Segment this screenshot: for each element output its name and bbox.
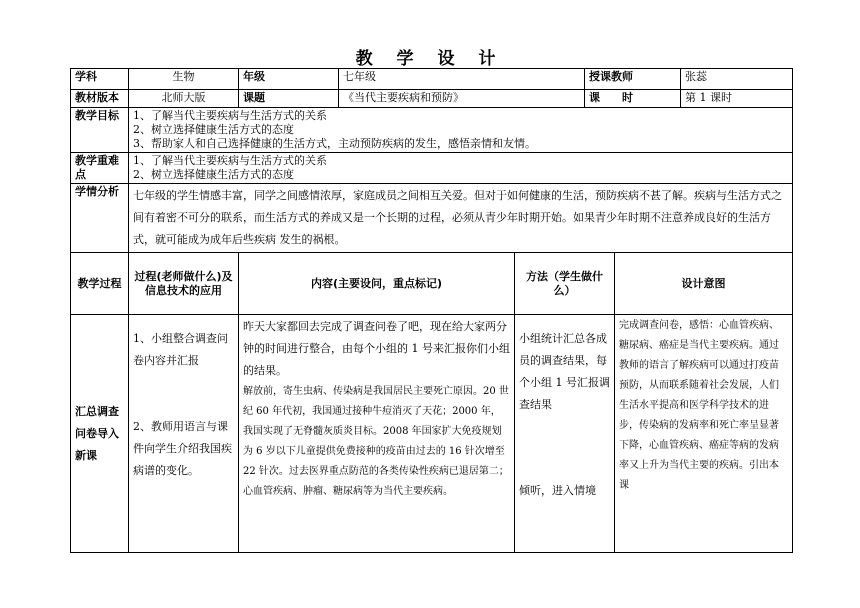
goal-item: 1、了解当代主要疾病与生活方式的关系 [133,109,327,122]
subject-label: 学科 [71,69,129,90]
goal-item: 3、帮助家人和自己选择健康的生活方式，主动预防疾病的发生，感悟亲情和友情。 [133,137,536,150]
process-header-method: 方法（学生做什么） [515,253,615,315]
process-header-intent: 设计意图 [615,253,793,315]
textbook-value: 北师大版 [129,90,239,108]
analysis-label: 学情分析 [71,184,129,253]
content-disease-history: 解放前，寄生虫病、传染病是我国居民主要死亡原因。20 世纪 60 年代初，我国通过接种牛痘消灭了天花；2000 年，我国实现了无脊髓灰质炎目标。2008 年国家扩大免疫规划为 6 岁以下儿童提供免费接种的疫苗由过去的 16 针次增至 22 针次。过去医界重点防范的各类传染性疾病已退居第二；心血管疾病、肿瘤、糖尿病等为当代主要疾病。 [243,386,509,497]
teacher-label: 授课教师 [585,69,681,90]
key-point-item: 1、了解当代主要疾病与生活方式的关系 [133,154,327,167]
analysis-text: 七年级的学生情感丰富，同学之间感情浓厚，家庭成员之间相互关爱。但对于如何健康的生活，预防疾病不甚了解。疾病与生活方式之间有着密不可分的联系，而生活方式的养成又是一个长期的过程，必须从青少年时期开始。如果青少年时期不注意养成良好的生活方式，就可能成为成年后些疾病 发生的祸根。 [129,184,793,253]
process-header-row [71,253,793,315]
info-row-1 [71,69,793,90]
textbook-label: 教材版本 [71,90,129,108]
stage-1-label: 汇总调查问卷导入新课 [71,315,129,553]
teacher-step-2: 2、教师用语言与课件向学生介绍我国疾病谱的变化。 [133,420,232,477]
hours-label: 课 时 [585,90,681,108]
content-question: 昨天大家都回去完成了调查问卷了吧，现在给大家两分钟的时间进行整合，由每个小组的 1 号来汇报你们小组的结果。 [243,320,510,377]
process-header-teacher: 过程(老师做什么)及信息技术的应用 [129,253,239,315]
key-points-row [71,153,793,184]
key-points-label: 教学重难点 [71,153,129,184]
goals-row [71,108,793,153]
stage-1-teacher [129,315,239,553]
goal-item: 2、树立选择健康生活方式的态度 [133,123,294,136]
teacher-step-1: 1、小组整合调查问卷内容并汇报 [133,332,228,367]
key-points-list [129,153,793,184]
hours-value: 第 1 课时 [681,90,793,108]
stage-1-intent: 完成调查问卷，感悟：心血管疾病、糖尿病、癌症是当代主要疾病。通过教师的语言了解疾病可以通过打疫苗预防，从而联系随着社会发展，人们生活水平提高和医学科学技术的进步，传染病的发病率和死亡率呈显著下降，心血管疾病、癌症等病的发病率又上升为当代主要的疾病。引出本课 [615,315,793,553]
stage-1-method [515,315,615,553]
info-row-2 [71,90,793,108]
process-header-content: 内容(主要设问，重点标记) [239,253,515,315]
goals-list [129,108,793,153]
subject-value: 生物 [129,69,239,90]
method-step-2: 倾听，进入情境 [519,484,596,497]
stage-1-content [239,315,515,553]
grade-label: 年级 [239,69,339,90]
page-title: 教 学 设 计 [355,49,505,69]
topic-label: 课题 [239,90,339,108]
grade-value: 七年级 [339,69,585,90]
teacher-value: 张蕊 [681,69,793,90]
key-point-item: 2、树立选择健康生活方式的态度 [133,168,294,181]
stage-1-row [71,315,793,553]
lesson-plan-table [70,68,793,553]
method-step-1: 小组统计汇总各成员的调查结果，每个小组 1 号汇报调查结果 [519,332,610,411]
goals-label: 教学目标 [71,108,129,153]
topic-value: 《当代主要疾病和预防》 [339,90,585,108]
analysis-row [71,184,793,253]
process-header-stage: 教学过程 [71,253,129,315]
